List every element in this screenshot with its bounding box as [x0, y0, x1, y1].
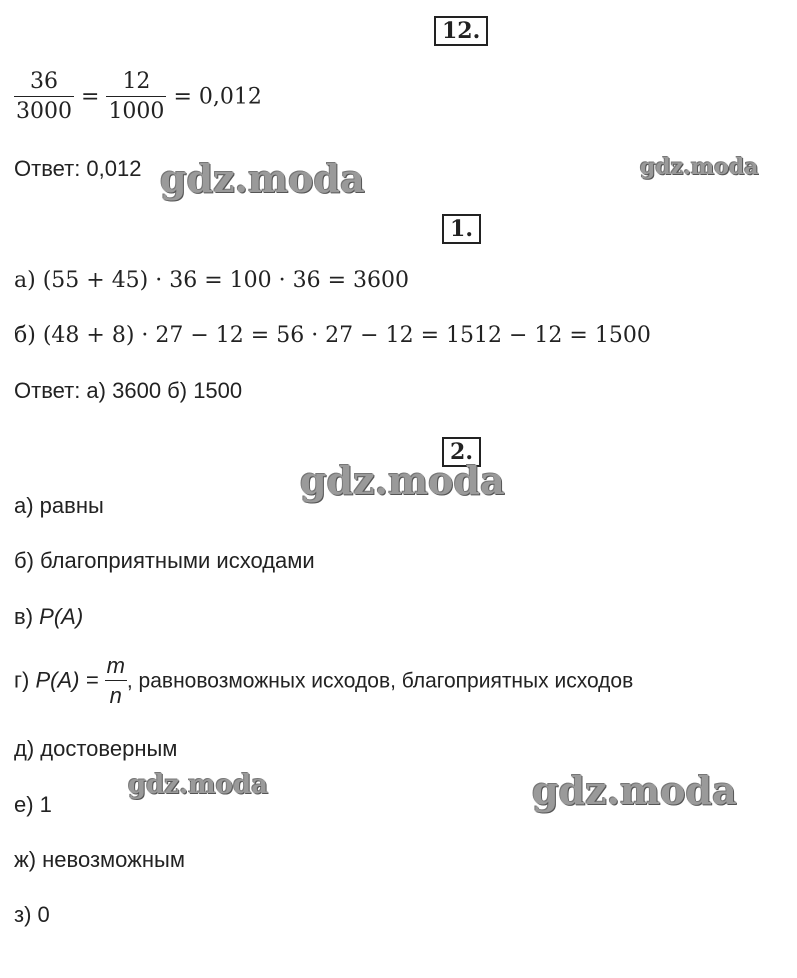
task-1-number — [442, 214, 481, 244]
task-2-number-dot: . — [465, 439, 473, 465]
task-2-v-prefix: в) — [14, 604, 40, 629]
task-2-d: д) достоверным — [14, 736, 178, 761]
frac1-denominator: 3000 — [16, 99, 72, 124]
task-2-g-expr: P(A) = — [35, 667, 99, 693]
task-2-v-expr: P(A) — [39, 604, 84, 629]
fraction-12-1000 — [106, 68, 166, 127]
equals-sign: = — [81, 84, 100, 110]
task-1-number-text: 1 — [450, 216, 466, 242]
task-12-equation — [14, 68, 262, 127]
task-12-number-dot: . — [472, 18, 481, 44]
frac-m: m — [105, 652, 127, 681]
task-2-g-prefix: г) — [14, 667, 36, 693]
task-2-v — [14, 604, 83, 630]
frac2-numerator: 12 — [106, 68, 166, 97]
watermark: gdz.moda — [160, 156, 365, 201]
task-2-g-rest: , равновозможных исходов, благоприятных исходов — [126, 669, 634, 693]
fraction-m-n — [105, 652, 127, 711]
fraction-36-3000 — [14, 68, 74, 127]
frac2-denominator: 1000 — [108, 99, 165, 124]
task-2-a: а) равны — [14, 493, 104, 518]
frac-n: n — [109, 683, 122, 708]
task-2-z: з) 0 — [14, 902, 50, 927]
task-1-number-dot: . — [465, 216, 473, 242]
task-1-line-b: б) (48 + 8) · 27 − 12 = 56 · 27 − 12 = 1512 − 12 = 1500 — [14, 323, 651, 348]
watermark: gdz.moda — [128, 770, 269, 800]
task-2-g — [14, 652, 633, 711]
task-12-result: = 0,012 — [173, 84, 262, 110]
task-1-answer: Ответ: а) 3600 б) 1500 — [14, 378, 243, 403]
frac1-numerator: 36 — [14, 68, 74, 97]
task-2-e: е) 1 — [14, 792, 52, 817]
task-12-answer: Ответ: 0,012 — [14, 156, 142, 181]
task-12-number-text: 12 — [442, 18, 473, 44]
watermark: gdz.moda — [640, 154, 759, 180]
watermark: gdz.moda — [532, 768, 737, 813]
watermark: gdz.moda — [300, 458, 505, 503]
task-2-b: б) благоприятными исходами — [14, 548, 315, 573]
task-2-zh: ж) невозможным — [14, 847, 185, 872]
task-1-line-a: а) (55 + 45) · 36 = 100 · 36 = 3600 — [14, 268, 410, 293]
task-2-number-text: 2 — [450, 439, 466, 465]
task-12-number — [434, 16, 488, 46]
